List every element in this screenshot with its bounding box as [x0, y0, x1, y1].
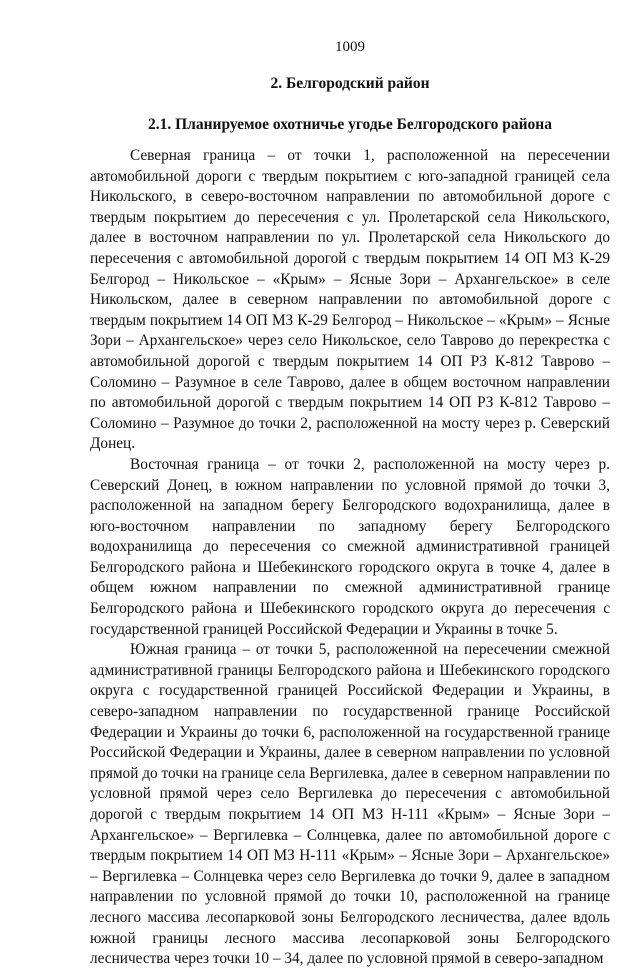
subsection-title: 2.1. Планируемое охотничье угодье Белгородского района — [147, 116, 552, 133]
page-number: 1009 — [335, 39, 365, 55]
paragraph-north-border: Северная граница – от точки 1, расположенной на пересечении автомобильной дороги с твердым покрытием с юго-западной границей села Никольского, в северо-восточном направлении по автомобильной дороге с твердым покрытием до пересечения с ул. Пролетарской села Никольского, далее в восточном направлении по ул. Пролетарской села Никольского до пересечения с автомобильной дорогой с твердым покрытием 14 ОП МЗ К-29 Белгород – Никольское – «Крым» – Ясные Зори – Архангельское» в селе Никольском, далее в северном направлении по автомобильной дороге с твердым покрытием 14 ОП МЗ К-29 Белгород – Никольское – «Крым» – Ясные Зори – Архангельское» через село Никольское, село Таврово до перекрестка с автомобильной дорогой с твердым покрытием 14 ОП РЗ К-812 Таврово – Соломино – Разумное в селе Таврово, далее в общем восточном направлении по автомобильной дорогой с твердым покрытием 14 ОП РЗ К-812 Таврово – Соломино – Разумное до точки 2, расположенной на мосту через р. Северский Донец. — [90, 147, 610, 453]
section-title: 2. Белгородский район — [270, 75, 430, 92]
body-text — [90, 146, 610, 970]
paragraph-east-border: Восточная граница – от точки 2, расположенной на мосту через р. Северский Донец, в южном направлении по условной прямой до точки 3, расположенной на западном берегу Белгородского водохранилища, далее в юго-восточном направлении по западному берегу Белгородского водохранилища до пересечения со смежной административной границей Белгородского района и Шебекинского городского округа в точке 4, далее в общем южном направлении по смежной административной границе Белгородского района и Шебекинского городского округа до пересечения с государственной границей Российской Федерации и Украины в точке 5. — [90, 455, 610, 638]
paragraph-south-border: Южная граница – от точки 5, расположенной на пересечении смежной административной границы Белгородского района и Шебекинского городского округа с государственной границей Российской Федерации и Украины, в северо-западном направлении по государственной границе Российской Федерации и Украины до точки 6, расположенной на государственной границе Российской Федерации и Украины, далее в северном направлении по условной прямой до точки на границе села Вергилевка, далее в северном направлении по условной прямой через село Вергилевка до пересечения с автомобильной дорогой с твердым покрытием 14 ОП МЗ Н-111 «Крым» – Ясные Зори – Архангельское» – Вергилевка – Солнцевка, далее по автомобильной дороге с твердым покрытием 14 ОП МЗ Н-111 «Крым» – Ясные Зори – Архангельское» – Вергилевка – Солнцевка через село Вергилевка до точки 9, далее в западном направлении по условной прямой до точки 10, расположенной на границе лесного массива лесопарковой зоны Белгородского лесничества, далее вдоль южной границы лесного массива лесопарковой зоны Белгородского лесничества через точки 10 – 34, далее по условной прямой в северо-западном — [90, 641, 610, 968]
